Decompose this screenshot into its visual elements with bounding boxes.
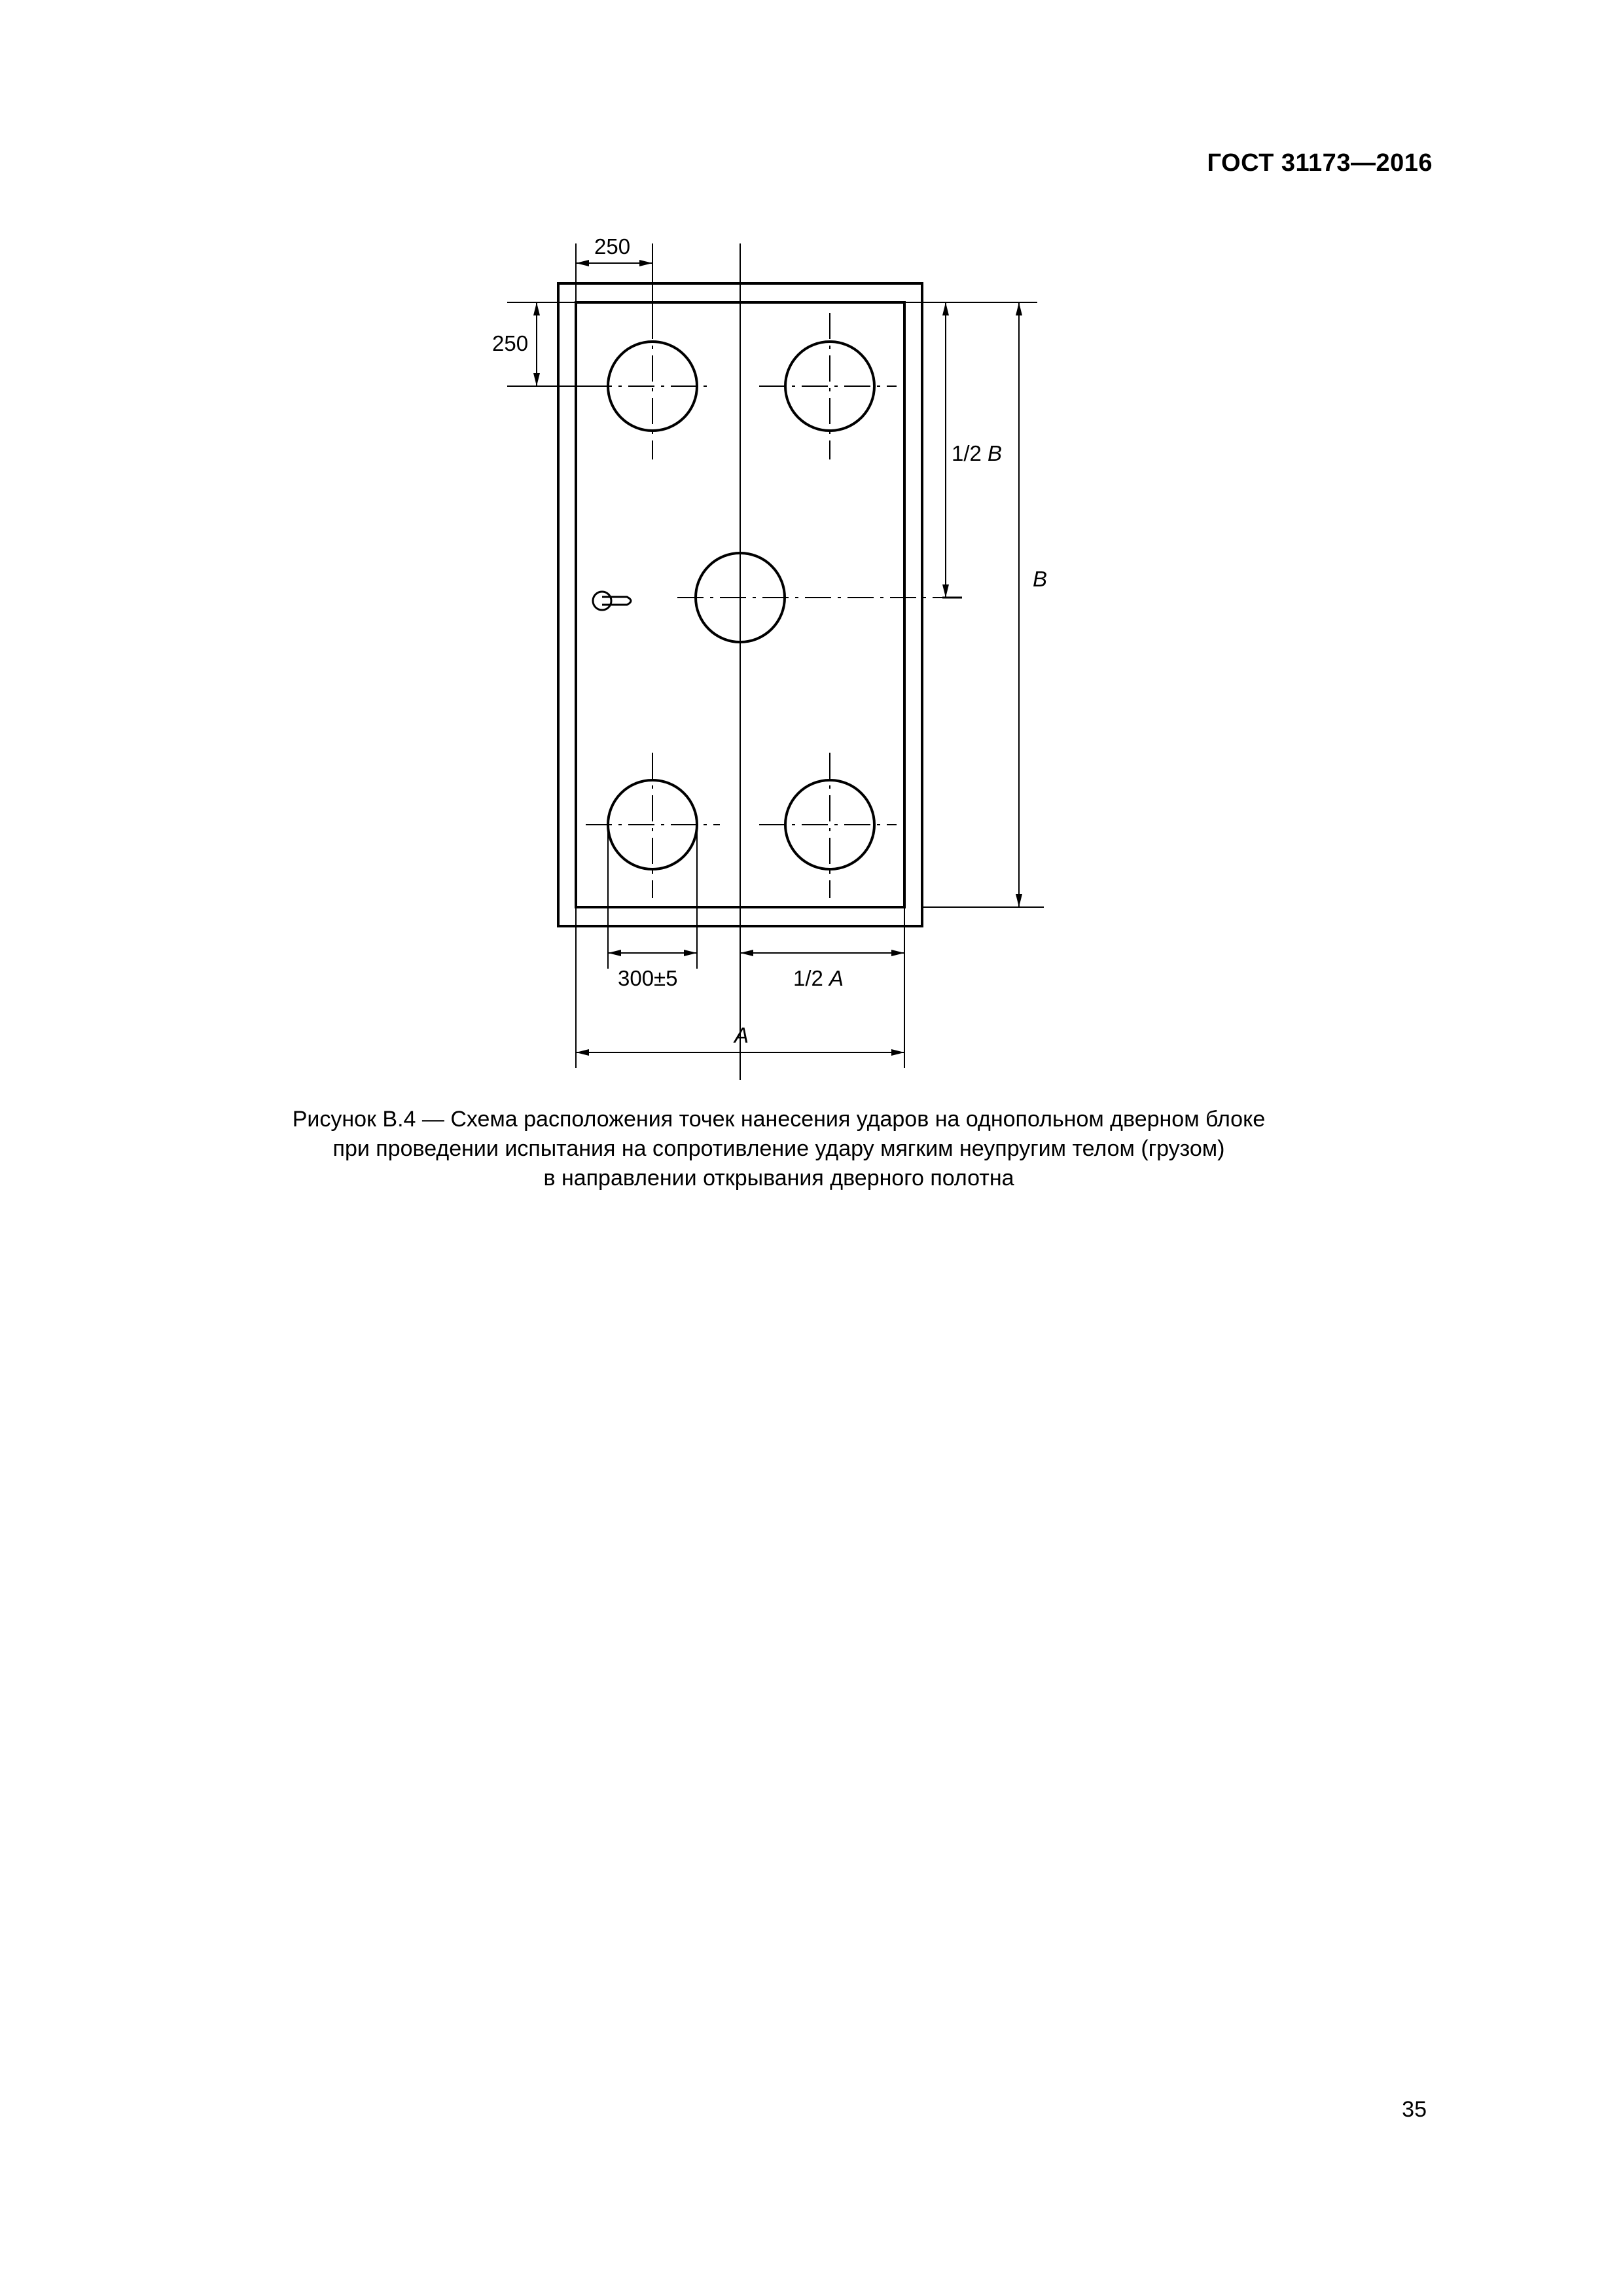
circle-centerlines <box>586 313 942 898</box>
caption-line-3: в направлении открывания дверного полотна <box>543 1166 1014 1191</box>
label-b: B <box>1033 567 1048 591</box>
label-a: A <box>734 1023 749 1047</box>
label-diameter: 300±5 <box>618 966 678 990</box>
caption-line-2: при проведении испытания на сопротивление удару мягким неупругим телом (грузом) <box>332 1136 1225 1161</box>
label-half-a-prefix: 1/2 <box>793 966 830 990</box>
document-header: ГОСТ 31173—2016 <box>1207 149 1433 177</box>
label-top-250: 250 <box>594 234 631 259</box>
label-half-b-prefix: 1/2 <box>952 441 988 465</box>
label-half-b-var: B <box>988 441 1003 465</box>
door-handle-icon <box>593 592 631 610</box>
label-half-a <box>793 967 844 989</box>
label-half-b <box>952 442 1002 464</box>
label-left-250: 250 <box>492 331 529 355</box>
label-half-a-var: A <box>829 966 844 990</box>
page-number: 35 <box>1402 2097 1427 2122</box>
dim-b <box>922 302 1044 907</box>
door-impact-diagram <box>0 0 1623 1126</box>
figure-caption <box>131 1105 1427 1193</box>
caption-line-1: Рисунок В.4 — Схема расположения точек нанесения ударов на однопольном дверном блоке <box>292 1107 1266 1132</box>
